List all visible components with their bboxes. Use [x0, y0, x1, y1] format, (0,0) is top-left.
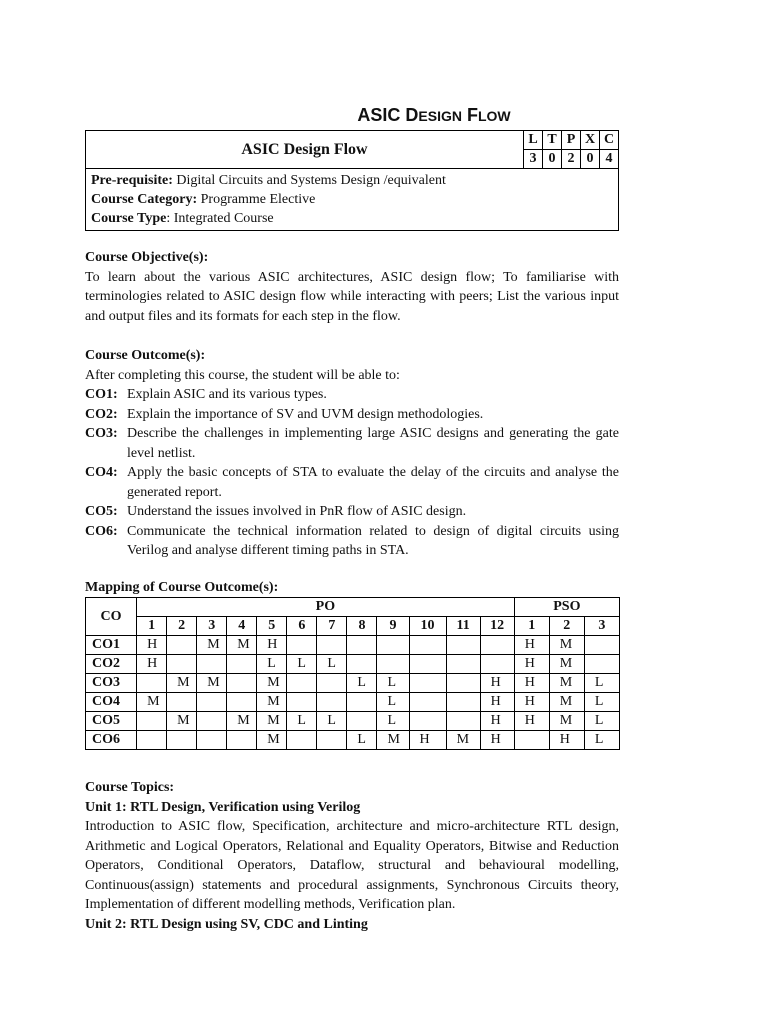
ltp-value: 0	[543, 150, 562, 169]
po-cell: L	[317, 655, 347, 674]
topics-section	[85, 778, 619, 934]
title-part: F	[461, 105, 478, 125]
po-cell	[317, 674, 347, 693]
outcome-item	[85, 463, 619, 502]
po-cell	[137, 712, 167, 731]
po-column-header: 1	[137, 617, 167, 636]
po-cell	[167, 655, 197, 674]
outcome-text: Apply the basic concepts of STA to evaluate the delay of the circuits and analyse the generated report.	[127, 465, 619, 500]
pso-cell: H	[549, 731, 584, 750]
po-cell	[446, 655, 480, 674]
outcomes-heading: Course Outcome(s):	[85, 348, 206, 363]
pso-cell: M	[549, 636, 584, 655]
ltp-header: T	[543, 131, 562, 150]
ltp-value: 2	[562, 150, 581, 169]
table-row	[86, 636, 620, 655]
po-cell: M	[257, 674, 287, 693]
co-label: CO1	[86, 636, 137, 655]
prerequisite-value: Digital Circuits and Systems Design /equivalent	[172, 173, 446, 188]
po-cell: M	[227, 712, 257, 731]
pso-cell: M	[549, 655, 584, 674]
co-label: CO6	[86, 731, 137, 750]
outcome-text: Understand the issues involved in PnR flow of ASIC design.	[127, 504, 467, 519]
type-value: : Integrated Course	[166, 211, 274, 226]
po-cell: L	[347, 731, 377, 750]
page-title	[0, 105, 768, 126]
po-cell	[409, 655, 446, 674]
po-cell	[227, 655, 257, 674]
po-cell: H	[480, 693, 514, 712]
category-label: Course Category:	[91, 192, 198, 207]
ltp-value: 4	[600, 150, 619, 169]
po-cell	[287, 636, 317, 655]
po-column-header: 7	[317, 617, 347, 636]
pso-cell: L	[584, 693, 619, 712]
ltp-header: P	[562, 131, 581, 150]
po-cell	[377, 655, 409, 674]
outcome-key: CO4:	[85, 465, 118, 480]
po-column-header: 4	[227, 617, 257, 636]
po-cell: L	[317, 712, 347, 731]
po-cell: H	[409, 731, 446, 750]
outcome-item	[85, 424, 619, 463]
pso-cell	[584, 655, 619, 674]
outcome-key: CO5:	[85, 504, 118, 519]
pso-column-header: 1	[514, 617, 549, 636]
po-cell	[137, 731, 167, 750]
co-header: CO	[86, 598, 137, 636]
outcome-text: Communicate the technical information related to design of digital circuits using Verilog and analyse different timing paths in STA.	[127, 523, 619, 558]
po-cell	[377, 636, 409, 655]
po-cell: L	[257, 655, 287, 674]
po-cell	[197, 712, 227, 731]
ltp-header: X	[581, 131, 600, 150]
course-header-box	[85, 130, 619, 231]
po-cell: M	[167, 712, 197, 731]
po-cell: M	[446, 731, 480, 750]
title-part: LOW	[477, 108, 511, 124]
po-cell: H	[480, 674, 514, 693]
table-row	[86, 674, 620, 693]
outcomes-intro: After completing this course, the student will be able to:	[85, 367, 400, 383]
pso-cell: H	[514, 674, 549, 693]
outcomes-section	[85, 346, 619, 561]
po-cell	[446, 636, 480, 655]
pso-column-header: 2	[549, 617, 584, 636]
po-column-header: 9	[377, 617, 409, 636]
po-cell	[409, 712, 446, 731]
po-cell: H	[480, 731, 514, 750]
po-cell	[347, 636, 377, 655]
po-cell: L	[287, 712, 317, 731]
objectives-section	[85, 248, 619, 326]
outcome-item	[85, 502, 619, 522]
po-cell: M	[257, 693, 287, 712]
po-cell	[347, 693, 377, 712]
po-cell: L	[377, 712, 409, 731]
po-cell	[446, 712, 480, 731]
po-cell	[480, 636, 514, 655]
po-cell	[287, 731, 317, 750]
mapping-heading-block	[85, 578, 619, 598]
po-header: PO	[137, 598, 515, 617]
outcome-text: Explain the importance of SV and UVM design methodologies.	[127, 406, 484, 422]
ltp-header: L	[524, 131, 543, 150]
outcome-item	[85, 385, 619, 405]
mapping-heading: Mapping of Course Outcome(s):	[85, 580, 279, 595]
po-cell	[167, 731, 197, 750]
title-part: ASIC D	[357, 105, 419, 125]
table-row	[86, 655, 620, 674]
co-label: CO4	[86, 693, 137, 712]
pso-cell: H	[514, 636, 549, 655]
topics-heading: Course Topics:	[85, 780, 175, 795]
course-info	[86, 169, 619, 231]
po-cell	[287, 674, 317, 693]
objectives-heading: Course Objective(s):	[85, 250, 209, 265]
pso-cell: M	[549, 693, 584, 712]
po-cell	[317, 636, 347, 655]
po-cell: M	[257, 712, 287, 731]
pso-cell: M	[549, 674, 584, 693]
po-cell	[409, 674, 446, 693]
pso-cell	[584, 636, 619, 655]
po-cell: M	[377, 731, 409, 750]
type-label: Course Type	[91, 211, 167, 226]
po-cell: M	[197, 636, 227, 655]
po-cell	[446, 674, 480, 693]
pso-cell	[514, 731, 549, 750]
pso-cell: L	[584, 674, 619, 693]
po-cell: H	[137, 655, 167, 674]
pso-cell: L	[584, 712, 619, 731]
po-cell: H	[257, 636, 287, 655]
po-column-header: 10	[409, 617, 446, 636]
mapping-table	[85, 597, 620, 750]
co-label: CO2	[86, 655, 137, 674]
category-value: Programme Elective	[197, 192, 316, 207]
pso-cell: L	[584, 731, 619, 750]
po-cell: M	[197, 674, 227, 693]
po-cell	[347, 655, 377, 674]
po-cell	[317, 693, 347, 712]
pso-cell: M	[549, 712, 584, 731]
po-cell: L	[287, 655, 317, 674]
po-column-header: 12	[480, 617, 514, 636]
po-cell: L	[347, 674, 377, 693]
po-cell: L	[377, 674, 409, 693]
po-column-header: 3	[197, 617, 227, 636]
po-cell: M	[167, 674, 197, 693]
po-column-header: 2	[167, 617, 197, 636]
prerequisite-label: Pre-requisite:	[91, 173, 173, 188]
po-cell	[317, 731, 347, 750]
outcome-key: CO1:	[85, 387, 118, 402]
pso-cell: H	[514, 655, 549, 674]
po-cell	[227, 693, 257, 712]
po-cell	[227, 674, 257, 693]
po-cell	[287, 693, 317, 712]
po-cell	[446, 693, 480, 712]
ltp-value: 0	[581, 150, 600, 169]
unit2-title: Unit 2: RTL Design using SV, CDC and Linting	[85, 916, 368, 932]
outcome-text: Describe the challenges in implementing large ASIC designs and generating the gate level netlist.	[127, 426, 619, 461]
outcome-item	[85, 405, 619, 425]
po-cell	[480, 655, 514, 674]
co-label: CO5	[86, 712, 137, 731]
outcome-key: CO6:	[85, 523, 118, 539]
unit1-text: Introduction to ASIC flow, Specification, architecture and micro-architecture RTL design, Arithmetic and Logical Operators, Relational and Equality Operators, Bitwise and Reduction Operators, Conditional Operators, Dataflow, structural and behavioural modelling, Continuous(assign) statements and procedural assignments, Synchronous Circuits theory, Implementation of different modelling methods, Verification plan.	[85, 819, 619, 912]
co-label: CO3	[86, 674, 137, 693]
table-row	[86, 693, 620, 712]
po-cell	[137, 674, 167, 693]
title-part: ESIGN	[418, 108, 462, 124]
po-cell: M	[227, 636, 257, 655]
outcome-key: CO3:	[85, 426, 118, 441]
outcome-key: CO2:	[85, 406, 118, 422]
pso-cell: H	[514, 712, 549, 731]
po-column-header: 6	[287, 617, 317, 636]
po-cell: M	[137, 693, 167, 712]
po-cell	[197, 693, 227, 712]
po-cell	[197, 731, 227, 750]
ltp-header: C	[600, 131, 619, 150]
outcome-item	[85, 522, 619, 561]
pso-column-header: 3	[584, 617, 619, 636]
table-row	[86, 712, 620, 731]
po-cell	[167, 636, 197, 655]
ltp-value: 3	[524, 150, 543, 169]
po-column-header: 11	[446, 617, 480, 636]
po-cell	[409, 693, 446, 712]
po-column-header: 5	[257, 617, 287, 636]
pso-cell: H	[514, 693, 549, 712]
po-cell	[409, 636, 446, 655]
po-cell	[227, 731, 257, 750]
po-cell	[347, 712, 377, 731]
po-column-header: 8	[347, 617, 377, 636]
po-cell: H	[137, 636, 167, 655]
po-cell	[167, 693, 197, 712]
objectives-text: To learn about the various ASIC architectures, ASIC design flow; To familiarise with terminologies related to ASIC design flow while interacting with peers; List the various input and output files and its formats for each step in the flow.	[85, 269, 619, 324]
pso-header: PSO	[514, 598, 619, 617]
po-cell: L	[377, 693, 409, 712]
unit1-title: Unit 1: RTL Design, Verification using Verilog	[85, 799, 361, 815]
course-title: ASIC Design Flow	[86, 131, 524, 169]
outcome-text: Explain ASIC and its various types.	[127, 387, 327, 402]
po-cell: M	[257, 731, 287, 750]
po-cell: H	[480, 712, 514, 731]
po-cell	[197, 655, 227, 674]
table-row	[86, 731, 620, 750]
